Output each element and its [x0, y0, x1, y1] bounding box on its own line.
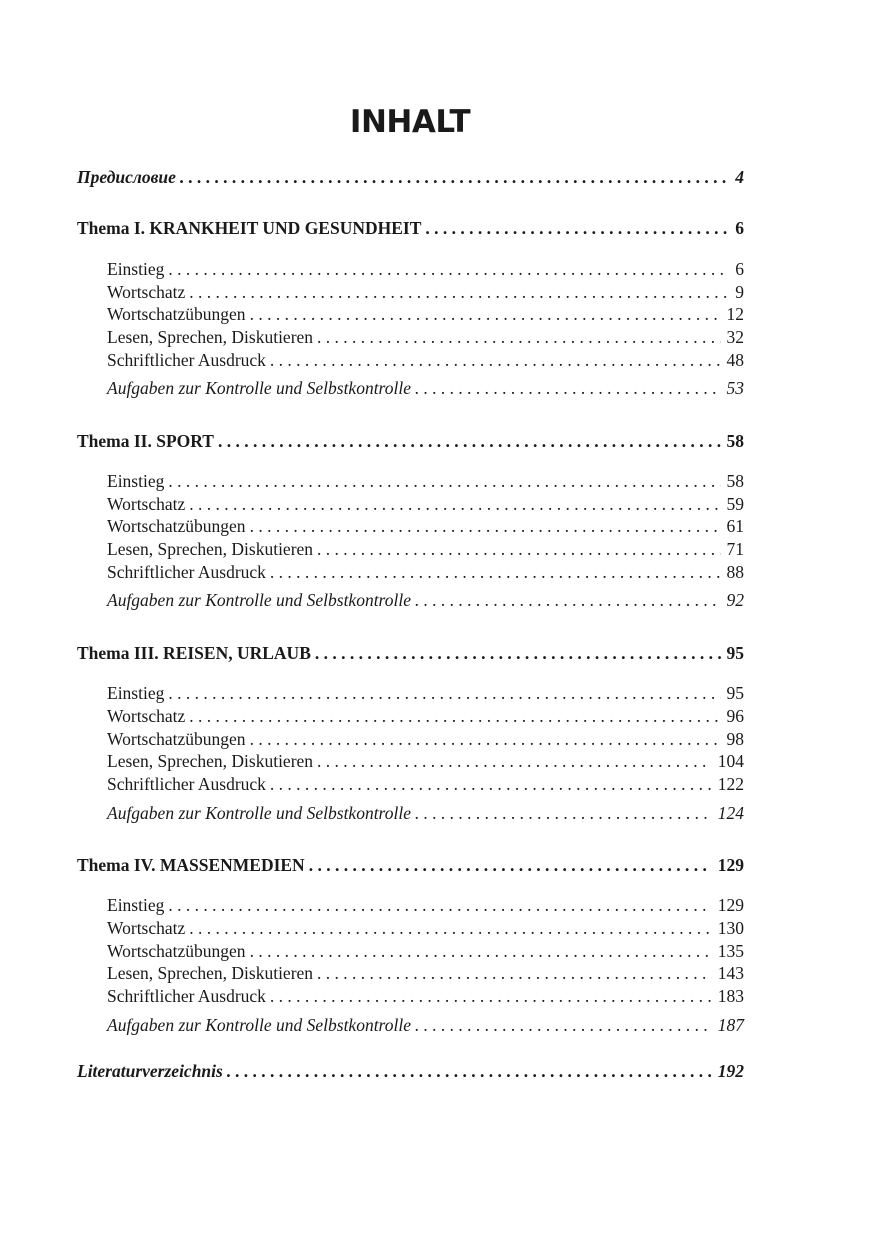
toc-entry-page: 135 — [717, 941, 744, 961]
toc-entry-label: Literaturverzeichnis — [77, 1061, 223, 1081]
toc-theme-heading[interactable] — [77, 642, 744, 664]
toc-entry-label: Lesen, Sprechen, Diskutieren — [107, 963, 314, 983]
toc-entry[interactable] — [107, 1014, 744, 1036]
toc-entry-page: 53 — [726, 378, 744, 398]
toc-entry-label: Wortschatzübungen — [107, 304, 246, 324]
toc-entry-label: Schriftlicher Ausdruck — [107, 562, 266, 582]
toc-entry[interactable] — [107, 728, 744, 750]
toc-entry-label: Предисловие — [77, 167, 176, 187]
toc-entry[interactable] — [107, 705, 744, 727]
toc-entry-label: Aufgaben zur Kontrolle und Selbstkontrolle — [107, 378, 411, 398]
toc-entry-page: 98 — [726, 729, 744, 749]
toc-entry-page: 104 — [717, 751, 744, 771]
dot-leader — [250, 940, 712, 962]
dot-leader — [415, 802, 712, 824]
dot-leader — [315, 642, 721, 664]
toc-theme-label: Thema I. KRANKHEIT UND GESUNDHEIT — [77, 218, 422, 238]
toc-entry-page: 96 — [726, 706, 744, 726]
dot-leader — [270, 773, 712, 795]
dot-leader — [189, 917, 711, 939]
toc-entry-page: 71 — [726, 539, 744, 559]
toc-entry-label: Wortschatz — [107, 706, 186, 726]
toc-entry-label: Lesen, Sprechen, Diskutieren — [107, 327, 314, 347]
toc-entry[interactable] — [107, 561, 744, 583]
toc-entry-label: Schriftlicher Ausdruck — [107, 350, 266, 370]
toc-entry[interactable] — [107, 802, 744, 824]
dot-leader — [270, 349, 721, 371]
toc-entry[interactable] — [107, 682, 744, 704]
toc-entry-label: Lesen, Sprechen, Diskutieren — [107, 539, 314, 559]
toc-entry-label: Aufgaben zur Kontrolle und Selbstkontrolle — [107, 590, 411, 610]
toc-entry-page: 4 — [735, 167, 744, 187]
dot-leader — [415, 377, 721, 399]
toc-entry-label: Lesen, Sprechen, Diskutieren — [107, 751, 314, 771]
toc-entry-label: Wortschatzübungen — [107, 729, 246, 749]
toc-entry-page: 6 — [735, 259, 744, 279]
dot-leader — [227, 1060, 712, 1082]
toc-entry[interactable] — [107, 258, 744, 280]
toc-entry[interactable] — [107, 589, 744, 611]
dot-leader — [317, 750, 712, 772]
toc-entry-label: Aufgaben zur Kontrolle und Selbstkontrolle — [107, 803, 411, 823]
dot-leader — [309, 854, 712, 876]
toc-theme-label: Thema III. REISEN, URLAUB — [77, 643, 311, 663]
toc-theme-heading[interactable] — [77, 217, 744, 239]
dot-leader — [250, 728, 721, 750]
dot-leader — [270, 985, 712, 1007]
toc-entry[interactable] — [107, 917, 744, 939]
toc-theme-page: 6 — [735, 218, 744, 238]
dot-leader — [317, 538, 720, 560]
toc-entry[interactable] — [107, 894, 744, 916]
toc-entry-page: 143 — [717, 963, 744, 983]
toc-theme-page: 95 — [726, 643, 744, 663]
toc-entry-page: 9 — [735, 282, 744, 302]
toc-entry-page: 187 — [717, 1015, 744, 1035]
toc-entry[interactable] — [107, 326, 744, 348]
toc-entry-bibliography[interactable] — [77, 1060, 744, 1082]
toc-entry[interactable] — [107, 349, 744, 371]
toc-entry-label: Wortschatz — [107, 918, 186, 938]
toc-entry-label: Wortschatz — [107, 282, 186, 302]
toc-entry-label: Schriftlicher Ausdruck — [107, 774, 266, 794]
toc-entry-page: 129 — [717, 895, 744, 915]
toc-entry-page: 58 — [726, 471, 744, 491]
dot-leader — [168, 258, 728, 280]
toc-entry-page: 12 — [726, 304, 744, 324]
dot-leader — [415, 589, 721, 611]
dot-leader — [425, 217, 728, 239]
toc-entry[interactable] — [107, 962, 744, 984]
dot-leader — [250, 515, 721, 537]
toc-entry-page: 59 — [726, 494, 744, 514]
toc-entry-label: Einstieg — [107, 895, 165, 915]
toc-theme-page: 58 — [726, 431, 744, 451]
toc-entry-page: 88 — [726, 562, 744, 582]
dot-leader — [317, 326, 720, 348]
toc-entry[interactable] — [107, 773, 744, 795]
toc-entry-label: Einstieg — [107, 471, 165, 491]
toc-entry-page: 122 — [717, 774, 744, 794]
toc-theme-label: Thema IV. MASSENMEDIEN — [77, 855, 305, 875]
toc-entry-page: 95 — [726, 683, 744, 703]
toc-entry[interactable] — [107, 281, 744, 303]
toc-entry-page: 192 — [717, 1061, 744, 1081]
toc-entry-page: 32 — [726, 327, 744, 347]
toc-entry-page: 183 — [717, 986, 744, 1006]
toc-entry-label: Wortschatzübungen — [107, 516, 246, 536]
toc-entry-preface[interactable] — [77, 166, 744, 188]
toc-entry[interactable] — [107, 303, 744, 325]
dot-leader — [415, 1014, 712, 1036]
toc-entry-page: 124 — [717, 803, 744, 823]
toc-entry-page: 92 — [726, 590, 744, 610]
toc-entry[interactable] — [107, 377, 744, 399]
dot-leader — [317, 962, 712, 984]
dot-leader — [250, 303, 721, 325]
toc-theme-heading[interactable] — [77, 430, 744, 452]
toc-entry-label: Schriftlicher Ausdruck — [107, 986, 266, 1006]
toc-entry-page: 130 — [717, 918, 744, 938]
toc-entry[interactable] — [107, 940, 744, 962]
dot-leader — [168, 682, 720, 704]
dot-leader — [168, 470, 720, 492]
toc-entry-label: Wortschatzübungen — [107, 941, 246, 961]
dot-leader — [180, 166, 728, 188]
toc-entry-page: 61 — [726, 516, 744, 536]
toc-entry[interactable] — [107, 750, 744, 772]
dot-leader — [218, 430, 721, 452]
toc-theme-label: Thema II. SPORT — [77, 431, 214, 451]
dot-leader — [189, 705, 720, 727]
toc-entry-page: 48 — [726, 350, 744, 370]
dot-leader — [168, 894, 711, 916]
toc-entry-label: Aufgaben zur Kontrolle und Selbstkontrolle — [107, 1015, 411, 1035]
toc-entry[interactable] — [107, 538, 744, 560]
dot-leader — [270, 561, 721, 583]
toc-entry-label: Einstieg — [107, 259, 165, 279]
toc-entry[interactable] — [107, 985, 744, 1007]
toc-entry[interactable] — [107, 470, 744, 492]
toc-theme-heading[interactable] — [77, 854, 744, 876]
toc-entry-label: Wortschatz — [107, 494, 186, 514]
dot-leader — [189, 493, 720, 515]
dot-leader — [189, 281, 728, 303]
toc-entry[interactable] — [107, 515, 744, 537]
toc-entry-label: Einstieg — [107, 683, 165, 703]
page-title: INHALT — [349, 104, 471, 140]
toc-entry[interactable] — [107, 493, 744, 515]
toc-theme-page: 129 — [717, 855, 744, 875]
